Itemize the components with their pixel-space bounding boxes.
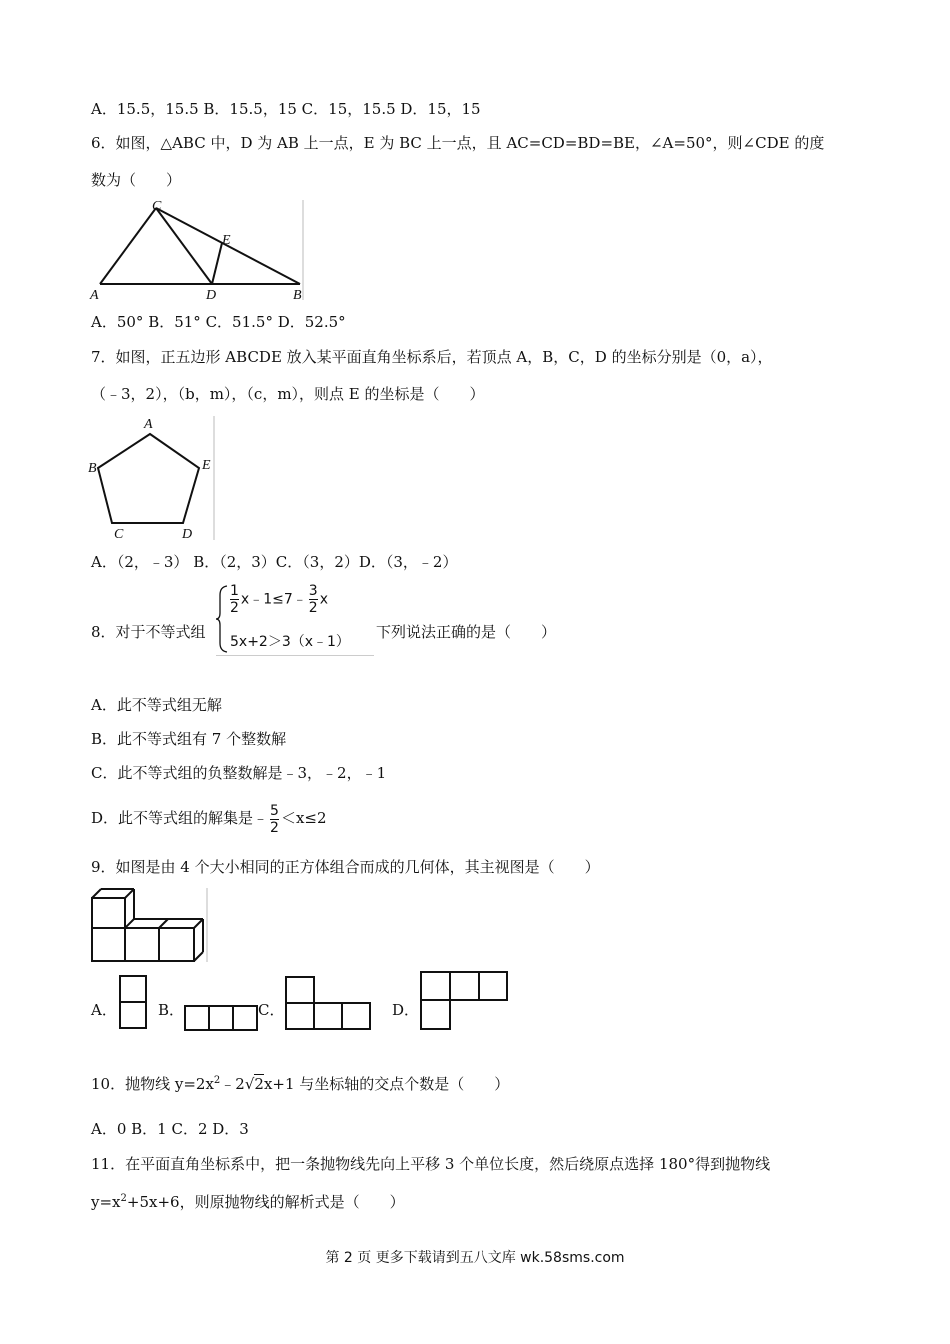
q6-options: A．50° B．51° C．51.5° D．52.5° — [91, 313, 346, 331]
q8-prefix: 8．对于不等式组 — [91, 623, 206, 641]
q7-label-c: C — [114, 527, 124, 542]
q8-suffix: 下列说法正确的是（ ） — [376, 623, 557, 641]
q11-text-line2-a: y=x — [91, 1193, 121, 1211]
q10-text-c: x+1 与坐标轴的交点个数是（ ） — [263, 1075, 510, 1093]
q11-text-line2-b: +5x+6，则原抛物线的解析式是（ ） — [126, 1193, 405, 1211]
q8-option-d-suffix: ＜x≤2 — [280, 809, 327, 827]
q9-option-d-figure — [419, 970, 509, 1032]
q10-text — [91, 1071, 509, 1094]
q11-text-line1: 11．在平面直角坐标系中，把一条抛物线先向上平移 3 个单位长度，然后绕原点选择 180°得到抛物线 — [91, 1155, 771, 1173]
q10-options: A．0 B．1 C．2 D．3 — [91, 1120, 249, 1138]
q9-label-a: A． — [91, 1001, 117, 1019]
q8-option-d-den: 2 — [270, 819, 279, 836]
sqrt-icon: √ — [244, 1075, 255, 1093]
q7-label-a: A — [144, 417, 153, 432]
q6-label-e: E — [222, 233, 231, 248]
q6-label-a: A — [90, 288, 99, 302]
q9-option-b-figure — [183, 1004, 261, 1032]
q8-option-d-num: 5 — [270, 802, 279, 819]
q7-text-line2: （﹣3，2），（b，m），（c，m），则点 E 的坐标是（ ） — [91, 385, 485, 403]
q9-label-c: C． — [258, 1001, 285, 1019]
page-footer: 第 2 页 更多下载请到五八文库 wk.58sms.com — [325, 1250, 625, 1266]
q10-radicand: 2 — [254, 1075, 264, 1093]
q8-inequality-system — [216, 583, 374, 656]
q8-option-a: A．此不等式组无解 — [91, 696, 222, 714]
q8-frac1-den: 2 — [230, 600, 239, 616]
q7-label-d: D — [182, 527, 193, 542]
q6-triangle-figure — [88, 198, 306, 302]
q9-label-d: D． — [392, 1001, 420, 1019]
q7-text-line1: 7．如图，正五边形 ABCDE 放入某平面直角坐标系后，若顶点 A，B，C，D 的坐标分别是（0，a）， — [91, 348, 773, 366]
q11-text-line2 — [91, 1189, 405, 1212]
q10-sup: 2 — [213, 1075, 221, 1086]
q7-label-e: E — [202, 458, 211, 473]
q7-options: A．（2，﹣3） B．（2，3）C．（3，2）D．（3，﹣2） — [91, 553, 458, 571]
q8-option-c: C．此不等式组的负整数解是﹣3，﹣2，﹣1 — [91, 764, 387, 782]
q8-ineq1-a: x﹣1≤7﹣ — [240, 591, 307, 608]
q5-options: A．15.5，15.5 B．15.5，15 C．15，15.5 D．15，15 — [91, 100, 481, 118]
q9-label-b: B． — [158, 1001, 185, 1019]
q6-text-line1: 6．如图，△ABC 中，D 为 AB 上一点，E 为 BC 上一点，且 AC=CD=BD=BE，∠A=50°，则∠CDE 的度 — [91, 134, 825, 152]
q8-inequality-2: 5x+2＞3（x﹣1） — [230, 634, 350, 650]
q9-option-a-figure — [118, 974, 148, 1032]
q8-option-d-prefix: D．此不等式组的解集是﹣ — [91, 809, 269, 827]
q8-frac2-den: 2 — [308, 600, 318, 616]
q6-label-c: C — [152, 199, 162, 214]
q6-label-b: B — [293, 288, 302, 302]
q8-option-d — [91, 800, 327, 836]
q6-text-line2: 数为（ ） — [91, 171, 182, 189]
q10-text-a: 10．抛物线 y=2x — [91, 1075, 214, 1093]
q8-brace — [216, 585, 228, 653]
q8-frac2-num: 3 — [308, 583, 318, 599]
q10-text-b: ﹣2 — [220, 1075, 245, 1093]
q9-text: 9．如图是由 4 个大小相同的正方体组合而成的几何体，其主视图是（ ） — [91, 858, 600, 876]
q8-option-b: B．此不等式组有 7 个整数解 — [91, 730, 287, 748]
q8-inequality-1 — [228, 583, 328, 616]
q9-solid-figure — [89, 886, 209, 964]
q7-label-b: B — [88, 461, 97, 476]
q9-option-c-figure — [284, 975, 372, 1033]
q8-frac1-num: 1 — [230, 583, 239, 599]
q7-pentagon-figure — [88, 414, 218, 542]
q11-sup: 2 — [120, 1193, 127, 1204]
q8-ineq1-b: x — [319, 591, 328, 608]
q6-label-d: D — [206, 288, 217, 302]
